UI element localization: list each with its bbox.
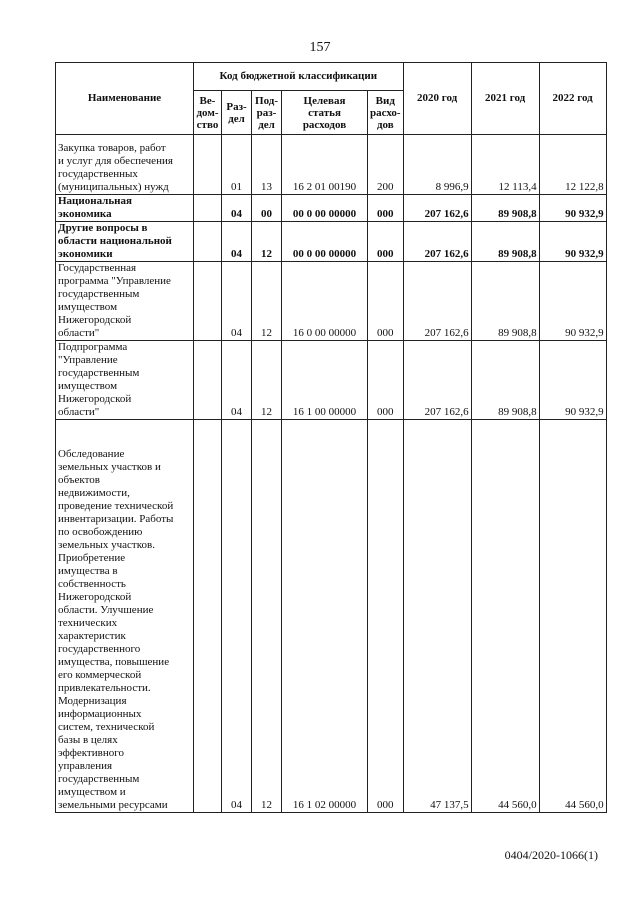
row-name: Подпрограмма "Управление государственным имуществом Нижегородской области" — [56, 341, 194, 420]
row-value-2021: 89 908,8 — [471, 222, 539, 262]
row-target: 16 0 00 00000 — [282, 262, 368, 341]
table-row — [56, 195, 607, 222]
row-razdel: 04 — [222, 262, 252, 341]
row-podrazdel: 12 — [252, 262, 282, 341]
table-row — [56, 341, 607, 420]
row-target: 16 2 01 00190 — [282, 135, 368, 195]
row-name: Другие вопросы в области национальной экономики — [56, 222, 194, 262]
row-name: Закупка товаров, работ и услуг для обеспечения государственных (муниципальных) нужд — [56, 135, 194, 195]
row-vedomstvo — [194, 420, 222, 813]
row-target: 16 1 02 00000 — [282, 420, 368, 813]
table-row — [56, 222, 607, 262]
header-razdel: Раз- дел — [222, 91, 252, 135]
document-code: 0404/2020-1066(1) — [504, 848, 598, 862]
row-podrazdel: 13 — [252, 135, 282, 195]
row-value-2022: 12 122,8 — [539, 135, 606, 195]
header-vid: Вид расхо- дов — [368, 91, 404, 135]
table-row — [56, 135, 607, 195]
row-value-2020: 8 996,9 — [403, 135, 471, 195]
page-number: 157 — [309, 40, 331, 55]
row-vedomstvo — [194, 262, 222, 341]
row-razdel: 04 — [222, 222, 252, 262]
row-name: Государственная программа "Управление государственным имуществом Нижегородской области" — [56, 262, 194, 341]
header-2021: 2021 год — [471, 63, 539, 135]
row-value-2022: 90 932,9 — [539, 222, 606, 262]
row-vedomstvo — [194, 195, 222, 222]
header-2022: 2022 год — [539, 63, 606, 135]
row-vid: 000 — [368, 195, 404, 222]
row-value-2022: 44 560,0 — [539, 420, 606, 813]
row-name: Национальная экономика — [56, 195, 194, 222]
row-value-2020: 47 137,5 — [403, 420, 471, 813]
row-vid: 000 — [368, 341, 404, 420]
row-podrazdel: 12 — [252, 341, 282, 420]
header-2020: 2020 год — [403, 63, 471, 135]
row-vid: 200 — [368, 135, 404, 195]
row-razdel: 04 — [222, 195, 252, 222]
row-vid: 000 — [368, 262, 404, 341]
row-vedomstvo — [194, 135, 222, 195]
row-razdel: 01 — [222, 135, 252, 195]
header-podrazdel: Под- раз- дел — [252, 91, 282, 135]
row-value-2020: 207 162,6 — [403, 262, 471, 341]
row-value-2021: 89 908,8 — [471, 341, 539, 420]
row-vid: 000 — [368, 420, 404, 813]
row-vid: 000 — [368, 222, 404, 262]
header-code-group: Код бюджетной классификации — [194, 63, 404, 91]
table-row — [56, 262, 607, 341]
row-podrazdel: 12 — [252, 222, 282, 262]
row-value-2022: 90 932,9 — [539, 262, 606, 341]
budget-table — [55, 62, 607, 813]
row-vedomstvo — [194, 341, 222, 420]
row-value-2020: 207 162,6 — [403, 222, 471, 262]
row-value-2021: 89 908,8 — [471, 195, 539, 222]
row-value-2022: 90 932,9 — [539, 341, 606, 420]
row-podrazdel: 00 — [252, 195, 282, 222]
table-row — [56, 420, 607, 813]
row-target: 00 0 00 00000 — [282, 222, 368, 262]
row-podrazdel: 12 — [252, 420, 282, 813]
header-name: Наименование — [56, 63, 194, 135]
row-razdel: 04 — [222, 341, 252, 420]
header-vedomstvo: Ве- дом- ство — [194, 91, 222, 135]
row-razdel: 04 — [222, 420, 252, 813]
row-name: Обследование земельных участков и объектов недвижимости, проведение технической инвентаризации. Работы по освобождению земельных участков. Приобретение имущества в собственность Нижегородской области. Улучшение технических характеристик государственного имущества, повышение его коммерческой привлекательности. Модернизация информационных систем, технической базы в целях эффективного управления государственным имуществом и земельными ресурсами — [56, 420, 194, 813]
row-value-2020: 207 162,6 — [403, 195, 471, 222]
row-value-2021: 12 113,4 — [471, 135, 539, 195]
row-value-2021: 44 560,0 — [471, 420, 539, 813]
row-target: 00 0 00 00000 — [282, 195, 368, 222]
header-target: Целевая статья расходов — [282, 91, 368, 135]
row-value-2021: 89 908,8 — [471, 262, 539, 341]
row-value-2022: 90 932,9 — [539, 195, 606, 222]
row-vedomstvo — [194, 222, 222, 262]
row-value-2020: 207 162,6 — [403, 341, 471, 420]
row-target: 16 1 00 00000 — [282, 341, 368, 420]
